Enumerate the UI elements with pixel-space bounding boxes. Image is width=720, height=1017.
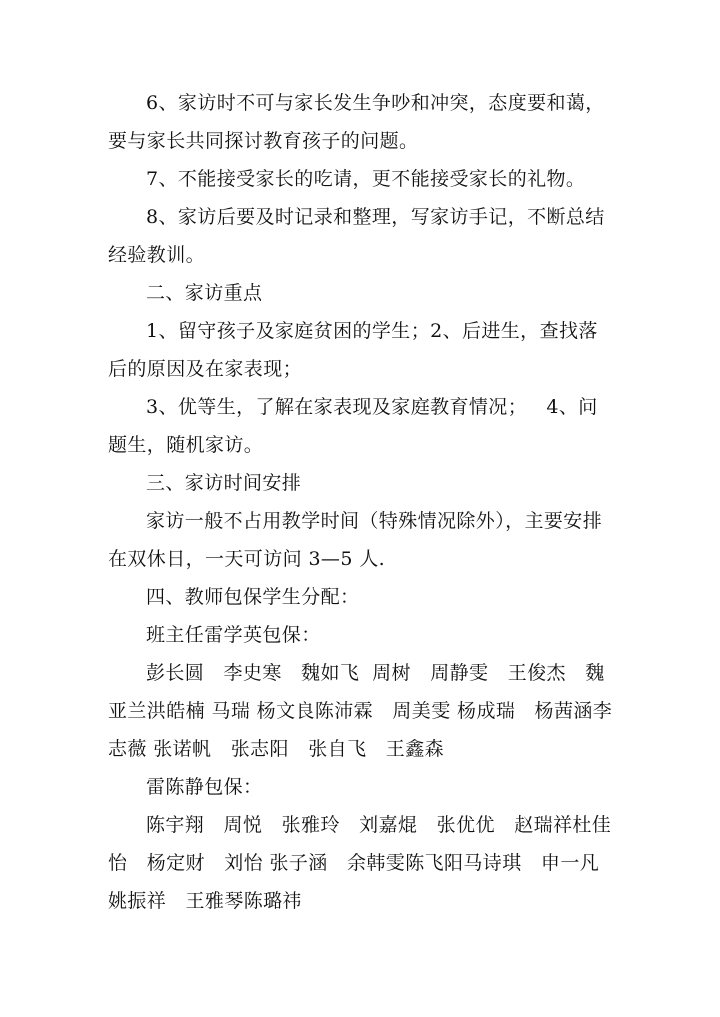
paragraph-rule-6: 6、家访时不可与家长发生争吵和冲突，态度要和蔼，要与家长共同探讨教育孩子的问题。 (108, 92, 605, 152)
student-list-lei-xueying: 彭长圆 李史寒 魏如飞 周树 周静雯 王俊杰 魏亚兰洪皓楠 马瑞 杨文良陈沛霖 周美雯 杨成瑞 杨茜涵李志薇 张诺帆 张志阳 张自飞 王鑫森 (108, 662, 613, 760)
heading-class-teacher: 班主任雷学英包保： (146, 624, 321, 646)
paragraph-schedule: 家访一般不占用教学时间（特殊情况除外），主要安排在双休日，一天可访问 3—5 人. (108, 510, 603, 570)
heading-teacher-assignment: 四、教师包保学生分配： (146, 586, 360, 608)
paragraph-focus-3-4: 3、优等生，了解在家表现及家庭教育情况； 4、问题生，随机家访。 (108, 396, 598, 456)
heading-visit-focus: 二、家访重点 (146, 282, 263, 304)
paragraph-rule-7: 7、不能接受家长的吃请，更不能接受家长的礼物。 (146, 168, 586, 190)
heading-lei-chenjing: 雷陈静包保： (146, 776, 263, 798)
paragraph-focus-1-2: 1、留守孩子及家庭贫困的学生；2、后进生，查找落后的原因及在家表现； (108, 320, 598, 380)
student-list-lei-chenjing: 陈宇翔 周悦 张雅玲 刘嘉焜 张优优 赵瑞祥杜佳怡 杨定财 刘怡 张子涵 余韩雯陈飞阳马诗琪 申一凡 姚振祥 王雅琴陈璐祎 (108, 814, 619, 912)
heading-visit-schedule: 三、家访时间安排 (146, 472, 302, 494)
paragraph-rule-8: 8、家访后要及时记录和整理，写家访手记，不断总结经验教训。 (108, 206, 605, 266)
